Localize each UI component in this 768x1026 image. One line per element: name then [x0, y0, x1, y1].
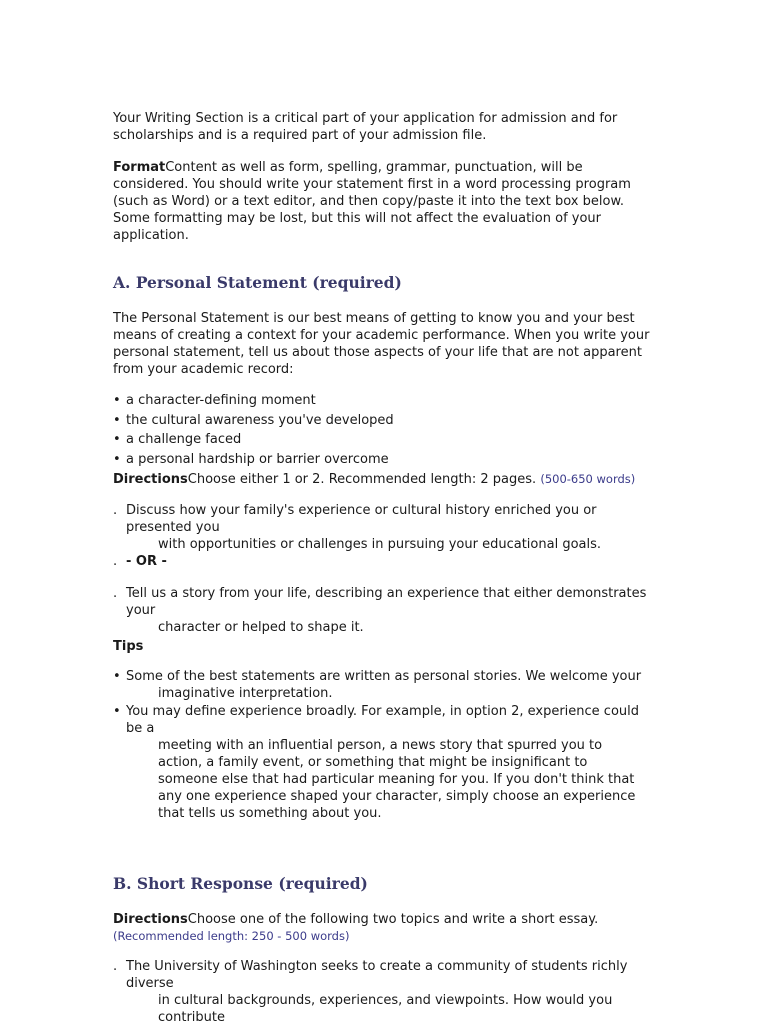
list-item: • a character-defining moment [113, 392, 658, 409]
or-divider: . - OR - [113, 553, 167, 569]
directions-label: Directions [113, 911, 188, 927]
topic-1-rest: in cultural backgrounds, experiences, and viewpoints. How would you contribute [158, 992, 613, 1025]
format-label: Format [113, 160, 166, 175]
section-b-directions [113, 911, 658, 928]
section-a-directions [113, 471, 658, 488]
length-note: (Recommended length: 250 - 500 words) [113, 928, 350, 943]
tip-1-first: Some of the best statements are written as personal stories. We welcome your [126, 668, 642, 684]
option-2-rest: character or helped to shape it. [158, 619, 364, 635]
option-2: . Tell us a story from your life, describing an experience that either demonstrates your character or helped to shape it. [113, 585, 658, 636]
length-note: (500-650 words) [540, 471, 636, 486]
section-a-intro: The Personal Statement is our best means of getting to know you and your best means of creating a context for your academic performance. When you write your personal statement, tell us about those aspects of your life that are not apparent from your academic record: [113, 311, 650, 377]
document-page [113, 110, 658, 1026]
directions-label: Directions [113, 471, 188, 487]
section-b-heading: B. Short Response (required) [113, 873, 368, 893]
list-item: • the cultural awareness you've developed [113, 412, 658, 429]
option-1: . Discuss how your family's experience or cultural history enriched you or presented you with opportunities or challenges in pursuing your educational goals. [113, 502, 658, 553]
topic-1: . The University of Washington seeks to create a community of students richly diverse in cultural backgrounds, experiences, and viewpoints. How would you contribute [113, 958, 658, 1026]
format-paragraph [113, 159, 658, 244]
list-item [113, 703, 658, 822]
list-item [113, 668, 658, 702]
option-1-first: Discuss how your family's experience or cultural history enriched you or presented you [126, 502, 597, 535]
section-a-heading: A. Personal Statement (required) [113, 273, 402, 292]
tip-2-first: You may define experience broadly. For example, in option 2, experience could be a [126, 703, 639, 736]
option-1-rest: with opportunities or challenges in pursuing your educational goals. [158, 536, 602, 552]
or-label: - OR - [126, 553, 167, 569]
list-item: • a personal hardship or barrier overcome [113, 451, 658, 468]
list-item: • a challenge faced [113, 431, 658, 448]
aspects-list [113, 392, 658, 468]
tip-2-rest: meeting with an influential person, a news story that spurred you to action, a family event, or something that might be insignificant to someone else that had particular meaning for you. If you don't think that any one experience shaped your character, simply choose an experience that tells us something about you. [158, 737, 636, 821]
tip-1-rest: imaginative interpretation. [158, 685, 333, 701]
format-text: Content as well as form, spelling, grammar, punctuation, will be considered. You should write your statement first in a word processing program (such as Word) or a text editor, and then copy/paste it into the text box below. Some formatting may be lost, but this will not affect the evaluation of your application. [113, 160, 631, 243]
directions-text: Choose either 1 or 2. Recommended length: 2 pages. [187, 471, 537, 487]
directions-text: Choose one of the following two topics and write a short essay. [187, 911, 599, 927]
intro-paragraph: Your Writing Section is a critical part of your application for admission and for scholarships and is a required part of your admission file. [113, 111, 618, 143]
tips-label: Tips [113, 638, 144, 654]
tips-list [113, 668, 658, 822]
option-2-first: Tell us a story from your life, describing an experience that either demonstrates your [126, 585, 647, 618]
topic-1-first: The University of Washington seeks to create a community of students richly diverse [126, 958, 628, 991]
